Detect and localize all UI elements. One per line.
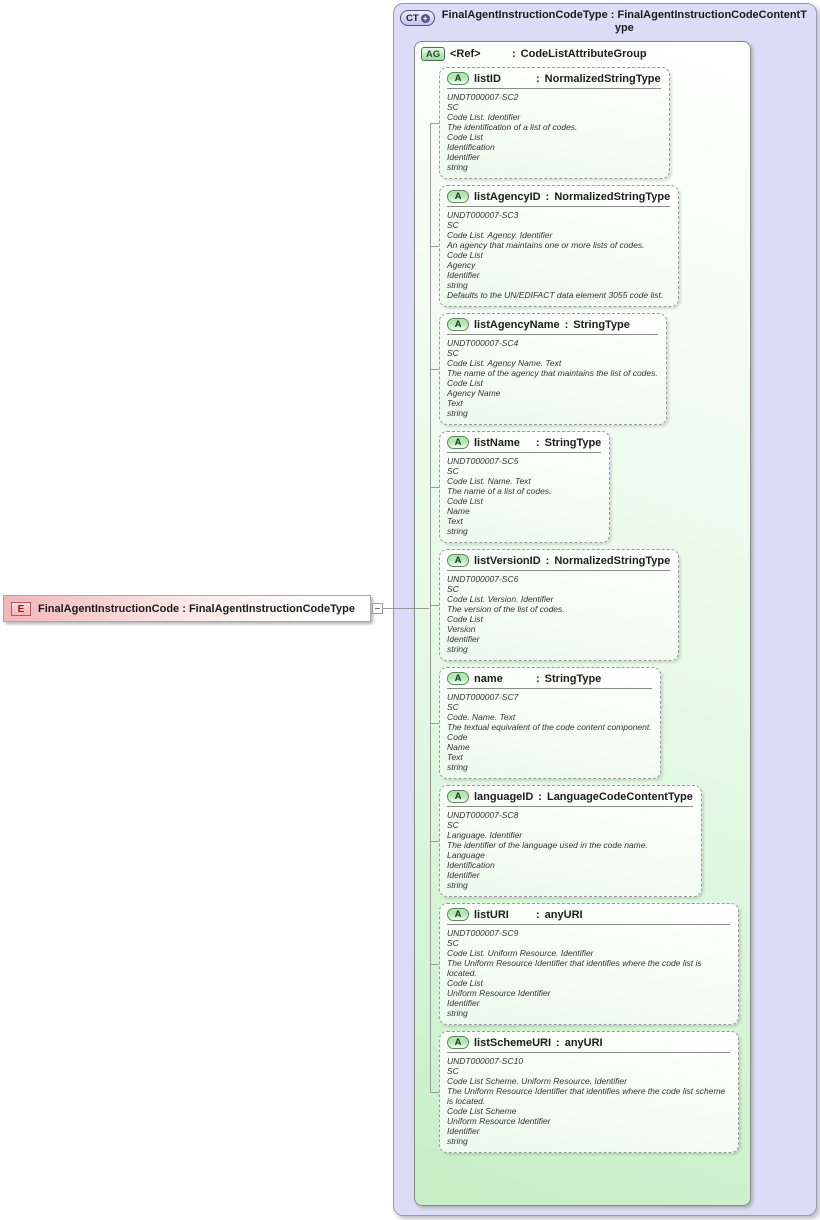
attribute-docs xyxy=(447,1056,730,1146)
header-separator xyxy=(447,924,730,925)
doc-line: The name of the agency that maintains the list of codes. xyxy=(447,368,658,378)
doc-line: Identifier xyxy=(447,270,480,280)
doc-line: Agency xyxy=(447,260,476,270)
doc-line: UNDT000007-SC7 xyxy=(447,692,519,702)
attribute-header xyxy=(447,318,658,331)
doc-line: string xyxy=(447,526,468,536)
attribute-badge: A xyxy=(447,72,469,85)
element-connector-line xyxy=(383,608,429,609)
doc-line: Version xyxy=(447,624,476,634)
connector-line xyxy=(430,841,439,842)
attribute-docs xyxy=(447,692,652,772)
attribute-badge: A xyxy=(447,554,469,567)
doc-line: Identifier xyxy=(447,870,480,880)
doc-line: string xyxy=(447,644,468,654)
doc-line: UNDT000007-SC4 xyxy=(447,338,519,348)
attribute-type: NormalizedStringType xyxy=(544,72,661,85)
colon-separator: : xyxy=(545,554,550,567)
colon-separator: : xyxy=(536,672,540,685)
doc-line: Name xyxy=(447,742,470,752)
connector-line xyxy=(430,369,439,370)
element-label: FinalAgentInstructionCode : FinalAgentInstructionCodeType xyxy=(38,602,355,615)
attribute-name: languageID xyxy=(474,790,534,803)
attribute-box[interactable] xyxy=(439,903,739,1025)
doc-line: Code List xyxy=(447,978,483,988)
attribute-header xyxy=(447,790,693,803)
colon-separator: : xyxy=(545,190,550,203)
doc-line: The version of the list of codes. xyxy=(447,604,565,614)
attribute-type: StringType xyxy=(544,672,602,685)
collapse-toggle[interactable] xyxy=(372,603,383,614)
attribute-badge: A xyxy=(447,790,469,803)
element-badge: E xyxy=(11,602,31,616)
attribute-name: listAgencyID xyxy=(474,190,541,203)
doc-line: SC xyxy=(447,1066,459,1076)
doc-line: Uniform Resource Identifier xyxy=(447,988,551,998)
doc-line: Code List. Version. Identifier xyxy=(447,594,554,604)
doc-line: Defaults to the UN/EDIFACT data element 3055 code list. xyxy=(447,290,664,300)
doc-line: SC xyxy=(447,220,459,230)
attribute-name: listVersionID xyxy=(474,554,541,567)
attribute-group-type: CodeListAttributeGroup xyxy=(520,48,647,60)
header-separator xyxy=(447,570,670,571)
attribute-name: listSchemeURI xyxy=(474,1036,552,1049)
attribute-group-badge: AG xyxy=(421,47,445,61)
attribute-docs xyxy=(447,574,670,654)
doc-line: UNDT000007-SC6 xyxy=(447,574,519,584)
attribute-box[interactable] xyxy=(439,1031,739,1153)
doc-line: Identifier xyxy=(447,998,480,1008)
doc-line: Language. Identifier xyxy=(447,830,523,840)
connector-line xyxy=(430,723,439,724)
doc-line: SC xyxy=(447,938,459,948)
doc-line: The textual equivalent of the code content component. xyxy=(447,722,652,732)
attribute-name: name xyxy=(474,672,503,685)
doc-line: Code List. Identifier xyxy=(447,112,521,122)
header-separator xyxy=(447,206,670,207)
doc-line: SC xyxy=(447,702,459,712)
attribute-type: anyURI xyxy=(564,1036,603,1049)
doc-line: Code List. Name. Text xyxy=(447,476,531,486)
doc-line: string xyxy=(447,162,468,172)
complex-type-header xyxy=(394,4,816,38)
connector-line xyxy=(430,487,439,488)
colon-separator: : xyxy=(536,72,540,85)
doc-line: UNDT000007-SC5 xyxy=(447,456,519,466)
attribute-header xyxy=(447,72,661,85)
header-separator xyxy=(447,452,601,453)
attribute-header xyxy=(447,1036,730,1049)
doc-line: Code List. Uniform Resource. Identifier xyxy=(447,948,594,958)
doc-line: Uniform Resource Identifier xyxy=(447,1116,551,1126)
connector-line xyxy=(430,123,439,124)
attribute-type: NormalizedStringType xyxy=(554,554,671,567)
doc-line: SC xyxy=(447,348,459,358)
complex-type-title: FinalAgentInstructionCodeType : FinalAgentInstructionCodeContentType xyxy=(441,9,807,34)
doc-line: Text xyxy=(447,398,463,408)
attribute-box[interactable] xyxy=(439,67,670,179)
doc-line: Identification xyxy=(447,860,495,870)
doc-line: Identifier xyxy=(447,634,480,644)
attribute-group-header xyxy=(415,42,750,61)
doc-line: Code List. Agency Name. Text xyxy=(447,358,562,368)
doc-line: SC xyxy=(447,584,459,594)
colon-separator: : xyxy=(536,436,540,449)
doc-line: string xyxy=(447,408,468,418)
header-separator xyxy=(447,334,658,335)
header-separator xyxy=(447,806,693,807)
complex-type-badge[interactable] xyxy=(400,10,435,26)
doc-line: Code List xyxy=(447,614,483,624)
attribute-header xyxy=(447,554,670,567)
attribute-badge: A xyxy=(447,672,469,685)
doc-line: The Uniform Resource Identifier that identifies where the code list is located. xyxy=(447,958,702,978)
doc-line: Code List xyxy=(447,496,483,506)
attribute-type: LanguageCodeContentType xyxy=(546,790,693,803)
doc-line: An agency that maintains one or more lists of codes. xyxy=(447,240,645,250)
doc-line: Code List xyxy=(447,378,483,388)
colon-separator: : xyxy=(564,318,569,331)
attribute-box[interactable] xyxy=(439,667,661,779)
attribute-type: StringType xyxy=(573,318,630,331)
attribute-badge: A xyxy=(447,190,469,203)
colon-separator: : xyxy=(512,48,516,60)
attribute-header xyxy=(447,436,601,449)
doc-line: string xyxy=(447,880,468,890)
attribute-badge: A xyxy=(447,908,469,921)
attribute-docs xyxy=(447,456,601,536)
attribute-box[interactable] xyxy=(439,431,610,543)
doc-line: Code List xyxy=(447,250,483,260)
connector-line xyxy=(430,246,439,247)
attribute-box[interactable] xyxy=(439,313,667,425)
doc-line: Code. Name. Text xyxy=(447,712,516,722)
doc-line: UNDT000007-SC8 xyxy=(447,810,519,820)
attribute-name: listID xyxy=(474,72,501,85)
attribute-name: listAgencyName xyxy=(474,318,560,331)
attribute-docs xyxy=(447,210,670,300)
doc-line: Language xyxy=(447,850,485,860)
attribute-type: StringType xyxy=(544,436,602,449)
doc-line: Identifier xyxy=(447,1126,480,1136)
attribute-list xyxy=(439,67,750,1163)
attribute-header xyxy=(447,908,730,921)
doc-line: string xyxy=(447,762,468,772)
attribute-box[interactable] xyxy=(439,785,702,897)
doc-line: Identifier xyxy=(447,152,480,162)
header-separator xyxy=(447,1052,730,1053)
doc-line: UNDT000007-SC9 xyxy=(447,928,519,938)
attribute-header xyxy=(447,672,652,685)
attribute-header xyxy=(447,190,670,203)
attribute-docs xyxy=(447,338,658,418)
attribute-type: NormalizedStringType xyxy=(554,190,671,203)
connector-line xyxy=(430,964,439,965)
connector-line xyxy=(430,123,431,1092)
complex-type-box[interactable] xyxy=(393,3,817,1216)
complex-type-badge-label: CT xyxy=(406,12,419,24)
doc-line: SC xyxy=(447,466,459,476)
doc-line: string xyxy=(447,1008,468,1018)
attribute-badge: A xyxy=(447,436,469,449)
doc-line: Code xyxy=(447,732,468,742)
expand-icon[interactable]: + xyxy=(421,14,430,23)
doc-line: The name of a list of codes. xyxy=(447,486,552,496)
attribute-box[interactable] xyxy=(439,185,679,307)
colon-separator: : xyxy=(536,908,540,921)
attribute-group-box[interactable] xyxy=(414,41,751,1206)
doc-line: Name xyxy=(447,506,470,516)
header-separator xyxy=(447,688,652,689)
attribute-type: anyURI xyxy=(544,908,583,921)
doc-line: Code List xyxy=(447,132,483,142)
doc-line: Code List Scheme. Uniform Resource. Identifier xyxy=(447,1076,627,1086)
attribute-box[interactable] xyxy=(439,549,679,661)
colon-separator: : xyxy=(538,790,542,803)
doc-line: SC xyxy=(447,102,459,112)
attribute-docs xyxy=(447,928,730,1018)
doc-line: Agency Name xyxy=(447,388,501,398)
doc-line: UNDT000007-SC2 xyxy=(447,92,519,102)
doc-line: string xyxy=(447,280,468,290)
doc-line: Code List Scheme xyxy=(447,1106,517,1116)
doc-line: SC xyxy=(447,820,459,830)
doc-line: UNDT000007-SC3 xyxy=(447,210,519,220)
element-box[interactable] xyxy=(3,595,371,622)
attribute-group-name: <Ref> xyxy=(450,48,481,60)
doc-line: The identification of a list of codes. xyxy=(447,122,578,132)
doc-line: string xyxy=(447,1136,468,1146)
doc-line: The Uniform Resource Identifier that identifies where the code list scheme is located. xyxy=(447,1086,726,1106)
connector-line xyxy=(430,605,439,606)
connector-line xyxy=(430,1092,439,1093)
header-separator xyxy=(447,88,661,89)
attribute-docs xyxy=(447,92,661,172)
attribute-badge: A xyxy=(447,318,469,331)
attribute-name: listURI xyxy=(474,908,509,921)
attribute-badge: A xyxy=(447,1036,469,1049)
doc-line: Text xyxy=(447,516,463,526)
doc-line: Identification xyxy=(447,142,495,152)
doc-line: The identifier of the language used in the code name. xyxy=(447,840,648,850)
doc-line: Text xyxy=(447,752,463,762)
attribute-name: listName xyxy=(474,436,520,449)
colon-separator: : xyxy=(556,1036,560,1049)
doc-line: Code List. Agency. Identifier xyxy=(447,230,553,240)
doc-line: UNDT000007-SC10 xyxy=(447,1056,524,1066)
attribute-docs xyxy=(447,810,693,890)
